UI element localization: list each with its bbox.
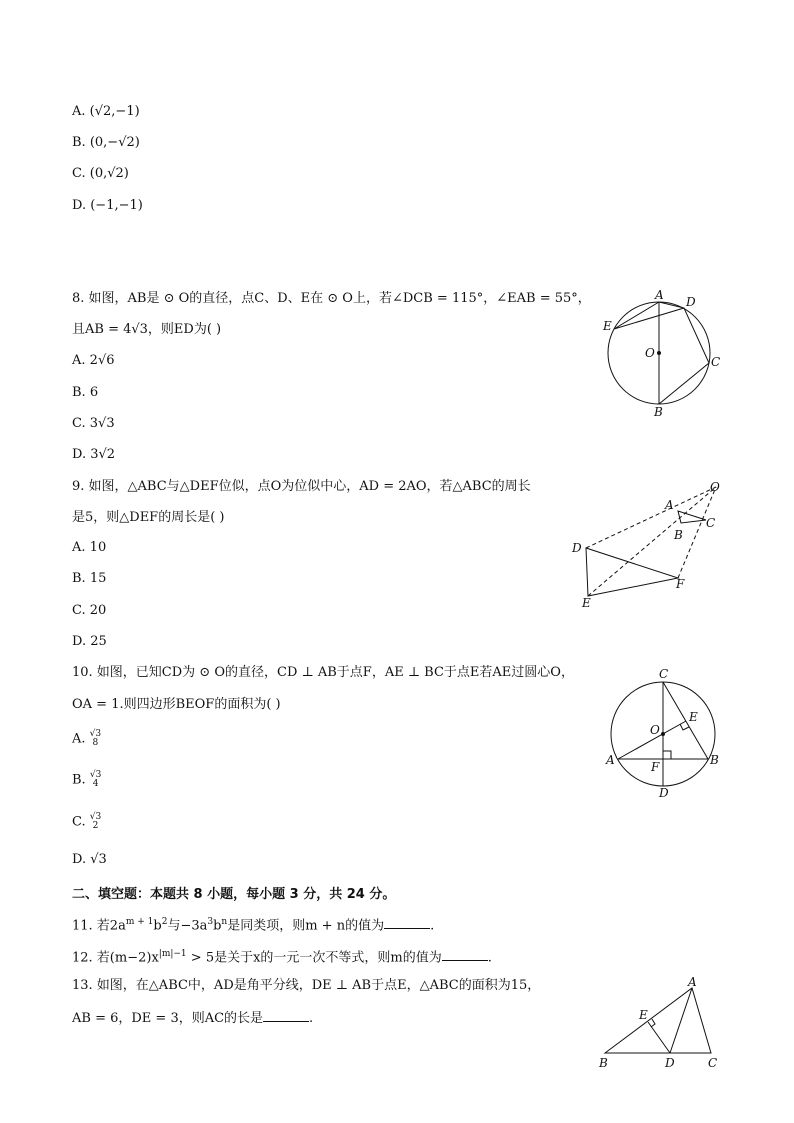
q9-option-c: C. 20 [72,603,107,618]
q10-option-a: A. √3 8 [72,729,102,748]
q13-label-b: B [599,1056,608,1070]
q13-question-line2: AB = 6，DE = 3，则AC的长是 . [72,1011,314,1026]
q13-triangle-figure [595,975,725,1073]
q10-label-a: A [606,753,615,767]
q9-label-c: C [706,516,716,530]
q9-question-line1: 9. 如图，△ABC与△DEF位似，点O为位似中心，AD = 2AO，若△ABC的周长 [72,479,531,494]
q10-option-b: B. √3 4 [72,770,102,789]
section-heading-fill-in: 二、填空题：本题共 8 小题，每小题 3 分，共 24 分。 [72,887,396,902]
q7-option-d: D. (−1,−1) [72,198,143,213]
q9-label-d: D [572,541,582,555]
q11-answer-blank[interactable] [384,916,430,929]
q7-option-b: B. (0,−√2) [72,135,140,150]
q9-homothety-figure [568,478,728,613]
q9-label-b: B [674,528,683,542]
q8-label-c: C [711,355,721,369]
q9-label-f: F [676,577,685,591]
q10-option-c: C. √3 2 [72,812,102,831]
q8-label-b: B [654,405,663,419]
q8-question-line1: 8. 如图，AB是 ⊙ O的直径，点C、D、E在 ⊙ O上，若∠DCB = 115°，∠EAB = 55°， [72,291,591,306]
q8-label-e: E [603,319,612,333]
q10-label-e: E [689,710,698,724]
q9-option-a: A. 10 [72,540,107,555]
q10-label-d: D [659,786,669,800]
q7-option-a: A. (√2,−1) [72,104,140,119]
q11-question: 11. 若$2a^{m + 1}b^2$与$-3a^3b^n$是同类项，则m + n的值为 . [72,917,435,934]
q13-label-a: A [688,975,697,989]
q10-label-o: O [650,723,660,737]
q8-label-d: D [686,295,696,309]
q8-option-d: D. 3√2 [72,447,116,462]
q13-question-line1: 13. 如图，在△ABC中，AD是角平分线，DE ⊥ AB于点E，△ABC的面积为15， [72,978,541,993]
q9-question-line2: 是5，则△DEF的周长是( ) [72,510,225,525]
q10-question-line1: 10. 如图，已知CD为 ⊙ O的直径，CD ⊥ AB于点F，AE ⊥ BC于点E若AE过圆心O， [72,665,574,680]
q10-label-c: C [659,667,669,681]
q7-option-c: C. (0,√2) [72,166,129,181]
q12-answer-blank[interactable] [442,948,488,961]
q9-label-o: O [710,480,720,494]
q9-label-a: A [665,498,674,512]
q12-question: 12. 若$(m-2)x^{|m|-1} > 5$是关于x的一元一次不等式，则m的值为 . [72,949,492,966]
q8-option-c: C. 3√3 [72,416,115,431]
q9-label-e: E [582,596,591,610]
q8-option-b: B. 6 [72,385,99,400]
q9-option-b: B. 15 [72,571,107,586]
q8-circle-figure [600,288,730,418]
q10-circle-figure [600,664,730,804]
q8-question-line2: 且AB = 4√3，则ED为( ) [72,322,222,337]
q10-question-line2: OA = 1.则四边形BEOF的面积为( ) [72,697,281,712]
q13-label-c: C [708,1056,718,1070]
q8-label-a: A [655,288,664,302]
q8-label-o: O [645,346,655,360]
q10-label-f: F [651,760,660,774]
q9-option-d: D. 25 [72,634,107,649]
q8-option-a: A. 2√6 [72,353,115,368]
q10-option-d: D. √3 [72,852,107,867]
q13-answer-blank[interactable] [263,1009,309,1022]
q13-label-d: D [665,1056,675,1070]
q10-label-b: B [710,753,719,767]
q13-label-e: E [639,1008,648,1022]
